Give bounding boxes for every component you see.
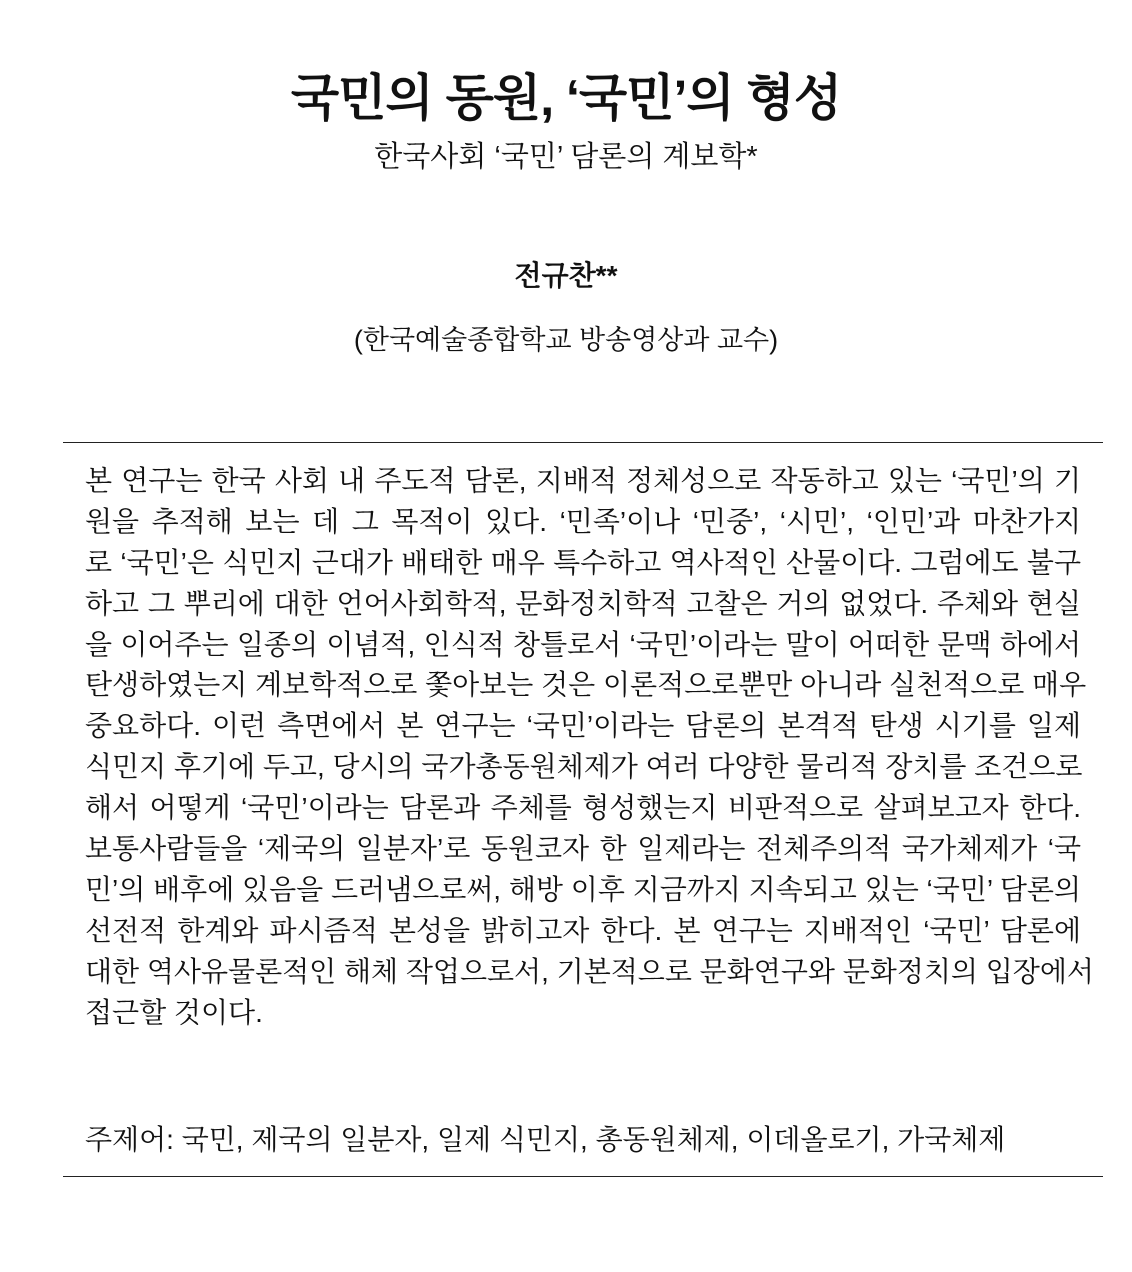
author-affiliation: (한국예술종합학교 방송영상과 교수) xyxy=(353,325,779,355)
abstract-line: 하고 그 뿌리에 대한 언어사회학적, 문화정치학적 고찰은 거의 없었다. 주체와 현실 xyxy=(85,587,1081,619)
abstract-line: 대한 역사유물론적인 해체 작업으로서, 기본적으로 문화연구와 문화정치의 입장에서 xyxy=(85,955,1094,987)
abstract xyxy=(85,461,1094,1033)
paper-title: 국민의 동원, ‘국민’의 형성 xyxy=(290,70,842,126)
abstract-line: 민’의 배후에 있음을 드러냄으로써, 해방 이후 지금까지 지속되고 있는 ‘국민’ 담론의 xyxy=(85,873,1081,905)
paper-subtitle: 한국사회 ‘국민’ 담론의 계보학* xyxy=(374,141,758,173)
abstract-line: 선전적 한계와 파시즘적 본성을 밝히고자 한다. 본 연구는 지배적인 ‘국민’ 담론에 xyxy=(85,914,1081,946)
abstract-line: 접근할 것이다. xyxy=(85,996,263,1028)
abstract-line: 중요하다. 이런 측면에서 본 연구는 ‘국민’이라는 담론의 본격적 탄생 시기를 일제 xyxy=(85,710,1081,742)
top-divider xyxy=(63,442,1103,443)
abstract-line: 식민지 후기에 두고, 당시의 국가총동원체제가 여러 다양한 물리적 장치를 조건으로 xyxy=(85,751,1083,783)
abstract-line: 보통사람들을 ‘제국의 일분자’로 동원코자 한 일제라는 전체주의적 국가체제가 ‘국 xyxy=(85,833,1081,865)
abstract-line: 을 이어주는 일종의 이념적, 인식적 창틀로서 ‘국민’이라는 말이 어떠한 문맥 하에서 xyxy=(85,628,1081,660)
author-name: 전규찬** xyxy=(514,260,618,291)
abstract-line: 원을 추적해 보는 데 그 목적이 있다. ‘민족’이나 ‘민중’, ‘시민’, ‘인민’과 마찬가지 xyxy=(85,505,1081,537)
abstract-line: 탄생하였는지 계보학적으로 쫓아보는 것은 이론적으로뿐만 아니라 실천적으로 매우 xyxy=(85,669,1087,701)
abstract-line: 해서 어떻게 ‘국민’이라는 담론과 주체를 형성했는지 비판적으로 살펴보고자 한다. xyxy=(85,792,1081,824)
bottom-divider xyxy=(63,1176,1103,1177)
keywords: 주제어: 국민, 제국의 일분자, 일제 식민지, 총동원체제, 이데올로기, 가국체제 xyxy=(85,1124,1006,1155)
abstract-line: 본 연구는 한국 사회 내 주도적 담론, 지배적 정체성으로 작동하고 있는 ‘국민’의 기 xyxy=(85,465,1081,496)
abstract-line: 로 ‘국민’은 식민지 근대가 배태한 매우 특수하고 역사적인 산물이다. 그럼에도 불구 xyxy=(85,546,1081,578)
